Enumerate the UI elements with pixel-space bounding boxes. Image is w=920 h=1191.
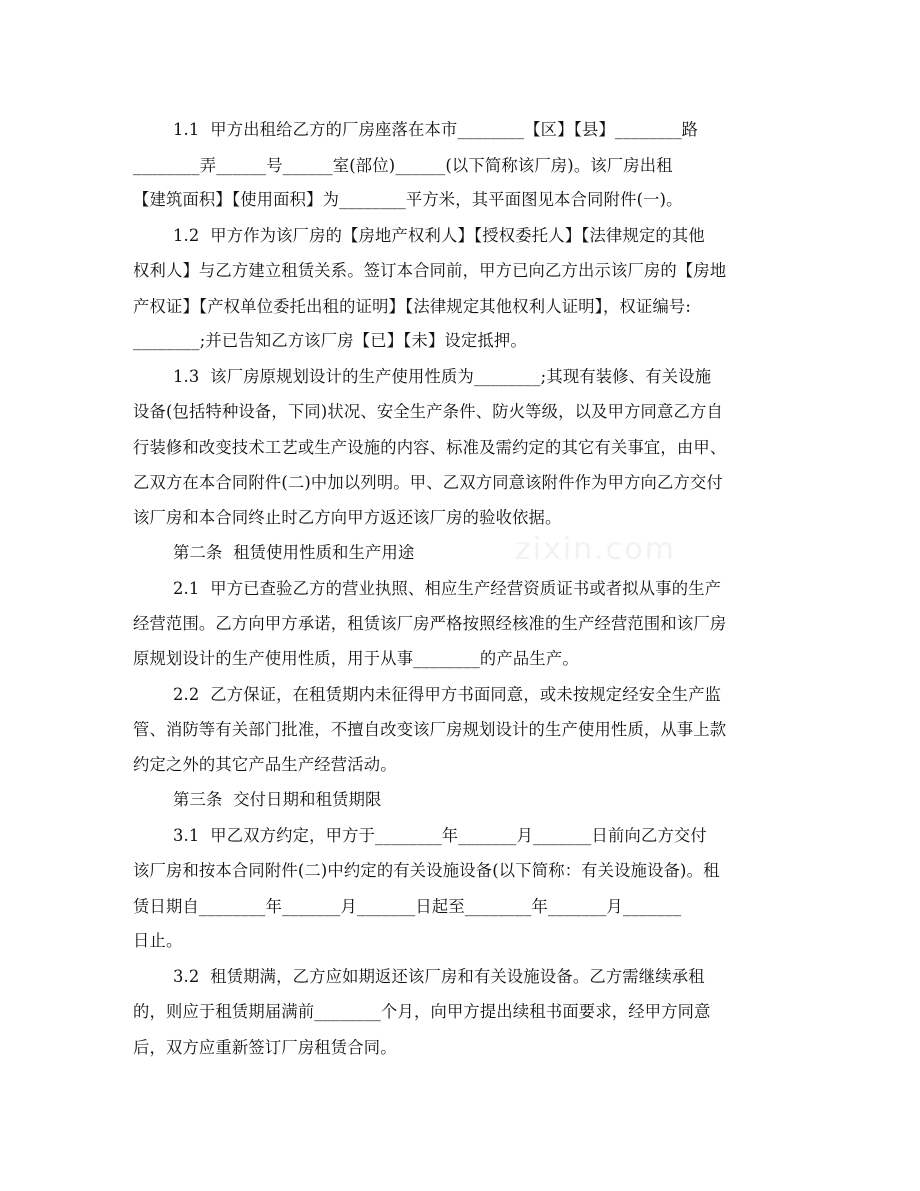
clause-1-1-line-3: 【建筑面积】【使用面积】为________平方米，其平面图见本合同附件(一)。 [133,190,683,209]
clause-1-3-line-2: 设备(包括特种设备，下同)状况、安全生产条件、防火等级，以及甲方同意乙方自 [133,402,723,421]
clause-1-3-line-5: 该厂房和本合同终止时乙方向甲方返还该厂房的验收依据。 [133,508,562,527]
clause-2-1-line-3: 原规划设计的生产使用性质，用于从事________的产品生产。 [133,649,579,668]
watermark: zixin.com [515,532,676,567]
clause-1-2-line-3: 产权证】【产权单位委托出租的证明】【法律规定其他权利人证明】，权证编号: [133,297,692,316]
article-3-heading: 第三条 交付日期和租赁期限 [173,790,382,809]
clause-2-1-line-1: 2.1 甲方已查验乙方的营业执照、相应生产经营资质证书或者拟从事的生产 [173,579,722,598]
clause-1-3-line-4: 乙双方在本合同附件(二)中加以列明。甲、乙双方同意该附件作为甲方向乙方交付 [133,473,723,492]
clause-1-3-line-1: 1.3 该厂房原规划设计的生产使用性质为________;其现有装修、有关设施 [173,367,712,386]
clause-3-2-line-3: 后，双方应重新签订厂房租赁合同。 [133,1038,397,1057]
clause-3-1-line-4: 日止。 [133,931,183,950]
clause-1-3-line-3: 行装修和改变技术工艺或生产设施的内容、标准及需约定的其它有关事宜，由甲、 [133,438,727,457]
clause-1-2-line-2: 权利人】与乙方建立租赁关系。签订本合同前，甲方已向乙方出示该厂房的【房地 [133,261,727,280]
clause-1-1-line-1: 1.1 甲方出租给乙方的厂房座落在本市________【区】【县】________路 [173,120,699,139]
article-2-heading: 第二条 租赁使用性质和生产用途 [173,543,415,562]
clause-1-1-line-2: ________弄______号______室(部位)______(以下简称该厂房)。该厂房出租 [133,156,673,175]
clause-3-1-line-2: 该厂房和按本合同附件(二)中约定的有关设施设备(以下简称：有关设施设备)。租 [133,861,720,880]
clause-3-1-line-3: 赁日期自________年_______月_______日起至________年_______月_______ [133,897,682,916]
clause-3-2-line-1: 3.2 租赁期满，乙方应如期返还该厂房和有关设施设备。乙方需继续承租 [173,967,705,986]
clause-3-1-line-1: 3.1 甲乙双方约定，甲方于________年_______月_______日前向乙方交付 [173,826,707,845]
clause-2-1-line-2: 经营范围。乙方向甲方承诺，租赁该厂房严格按照经核准的生产经营范围和该厂房 [133,614,727,633]
clause-2-2-line-3: 约定之外的其它产品生产经营活动。 [133,755,397,774]
clause-2-2-line-2: 管、消防等有关部门批准，不擅自改变该厂房规划设计的生产使用性质，从事上款 [133,720,727,739]
clause-1-2-line-4: ________;并已告知乙方该厂房【已】【未】设定抵押。 [133,331,527,350]
clause-1-2-line-1: 1.2 甲方作为该厂房的【房地产权利人】【授权委托人】【法律规定的其他 [173,226,705,245]
clause-3-2-line-2: 的，则应于租赁期届满前________个月，向甲方提出续租书面要求，经甲方同意 [133,1002,711,1021]
clause-2-2-line-1: 2.2 乙方保证，在租赁期内未征得甲方书面同意，或未按规定经安全生产监 [173,685,722,704]
